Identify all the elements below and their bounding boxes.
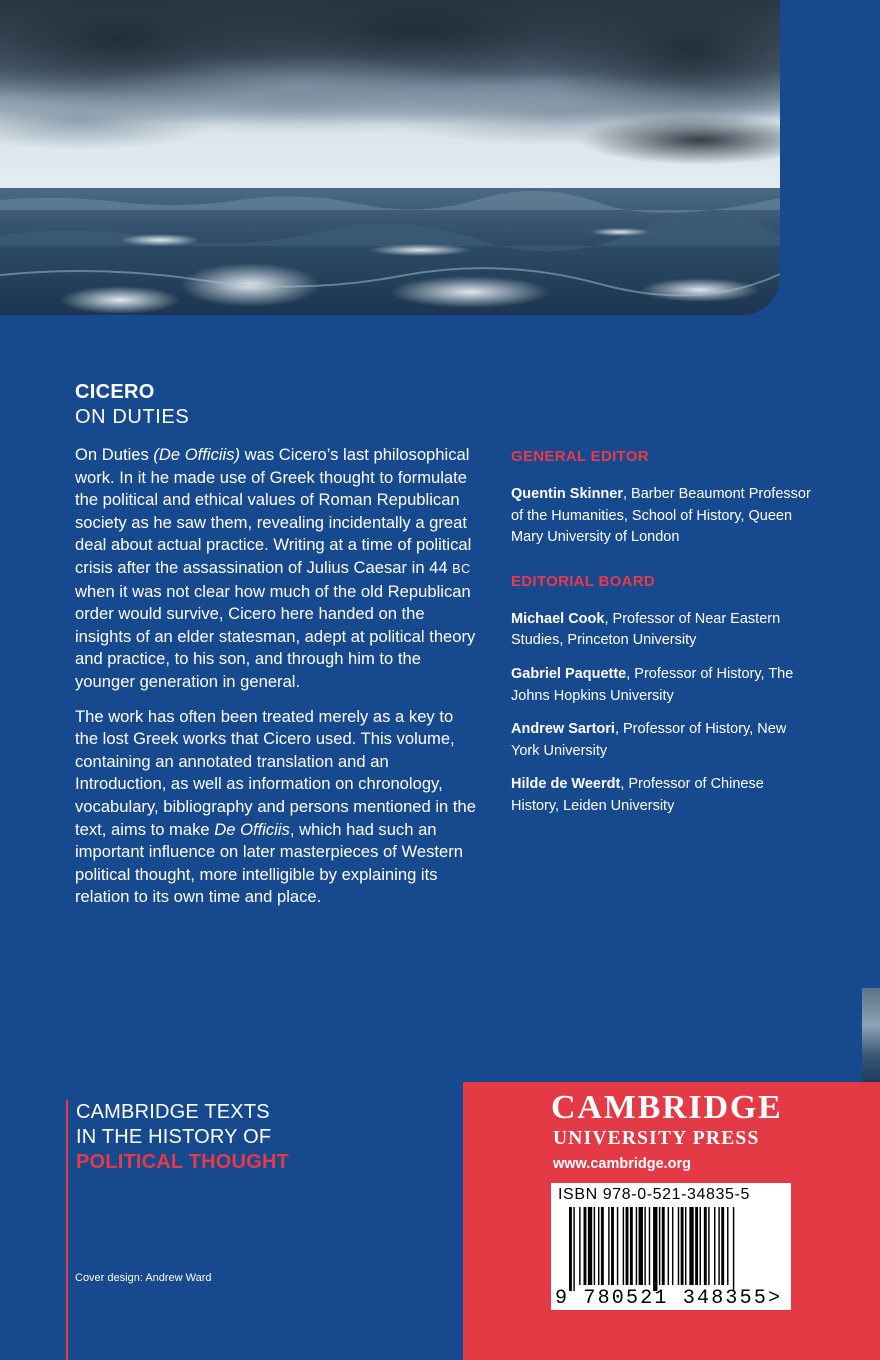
series-line-2: IN THE HISTORY OF bbox=[76, 1126, 272, 1148]
author-name: CICERO bbox=[75, 381, 155, 403]
barcode-bar bbox=[685, 1207, 686, 1285]
barcode-bar bbox=[573, 1207, 574, 1291]
series-line-3: POLITICAL THOUGHT bbox=[76, 1151, 290, 1173]
barcode-bar bbox=[608, 1207, 609, 1285]
barcode-bar bbox=[662, 1207, 665, 1285]
barcode-bar bbox=[611, 1207, 614, 1285]
barcode-bar bbox=[678, 1207, 679, 1285]
isbn-barcode bbox=[551, 1183, 791, 1310]
barcode-bar bbox=[630, 1207, 633, 1285]
barcode-bar bbox=[579, 1207, 580, 1285]
editorial-board-heading: EDITORIAL BOARD bbox=[511, 572, 655, 590]
general-editor-entry: Quentin Skinner, Barber Beaumont Professor of the Humanities, School of History, Queen Mary University of London bbox=[511, 486, 811, 546]
barcode-bar bbox=[727, 1207, 728, 1285]
editors-column bbox=[511, 446, 811, 830]
barcode-bar bbox=[636, 1207, 637, 1285]
barcode-bar bbox=[672, 1207, 673, 1285]
general-editor-heading: GENERAL EDITOR bbox=[511, 448, 649, 465]
board-member: Andrew Sartori, Professor of History, New York University bbox=[511, 721, 787, 759]
barcode-bar bbox=[668, 1207, 669, 1285]
barcode-bar bbox=[601, 1207, 604, 1285]
barcode-bar bbox=[584, 1207, 587, 1285]
barcode-bar bbox=[588, 1207, 592, 1285]
publisher-subtitle: UNIVERSITY PRESS bbox=[553, 1128, 760, 1149]
board-member: Hilde de Weerdt, Professor of Chinese History, Leiden University bbox=[511, 776, 764, 814]
barcode-bar bbox=[598, 1207, 599, 1285]
barcode-bar bbox=[708, 1207, 709, 1285]
board-member: Gabriel Paquette, Professor of History, The Johns Hopkins University bbox=[511, 665, 794, 704]
barcode-bar bbox=[649, 1207, 650, 1285]
publisher-url: www.cambridge.org bbox=[553, 1156, 692, 1172]
barcode-bar bbox=[639, 1207, 643, 1285]
book-title: ON DUTIES bbox=[75, 406, 190, 428]
barcode-bar bbox=[623, 1207, 624, 1285]
cover-design-credit: Cover design: Andrew Ward bbox=[75, 1272, 212, 1284]
barcode-bar bbox=[733, 1207, 734, 1291]
photo-edge-strip bbox=[862, 988, 880, 1082]
barcode-bar bbox=[721, 1207, 724, 1285]
stormy-sea-photo bbox=[0, 0, 780, 315]
barcode-bar bbox=[626, 1207, 629, 1285]
title-block bbox=[75, 380, 189, 430]
barcode-bar bbox=[714, 1207, 715, 1285]
barcode-bar bbox=[653, 1207, 657, 1291]
barcode-bar bbox=[695, 1207, 698, 1285]
barcode-bar bbox=[704, 1207, 707, 1285]
barcode-digits: 9 780521 348355> bbox=[555, 1287, 783, 1310]
description-paragraph-2: The work has often been treated merely as a key to the lost Greek works that Cicero used. This volume, containing an annotated translation and an Introduction, as well as information on chronology, vocabulary, bibliography and persons mentioned in the text, aims to make De Officiis, which had such an important influence on later masterpieces of Western political thought, more intelligible by explaining its relation to its own time and place. bbox=[75, 706, 476, 907]
barcode-bar bbox=[700, 1207, 701, 1285]
isbn-label: ISBN 978-0-521-34835-5 bbox=[558, 1186, 750, 1203]
publisher-name: CAMBRIDGE bbox=[551, 1089, 783, 1126]
barcode-bar bbox=[718, 1207, 719, 1285]
barcode-bar bbox=[659, 1207, 660, 1285]
barcode-bar bbox=[644, 1207, 645, 1285]
barcode-bar bbox=[569, 1207, 572, 1291]
series-title bbox=[66, 1100, 289, 1360]
description-paragraph-1: On Duties (De Officiis) was Cicero’s last philosophical work. In it he made use of Greek thought to formulate the political and ethical values of Roman Republican society as he saw them, revealing incidentally a great deal about actual practice. Writing at a time of political crisis after the assassination of Julius Caesar in 44 BC when it was not clear how much of the old Republican order would survive, Cicero here handed on the insights of an elder statesman, adept at political theory and practice, to his son, and through him to the younger generation in general. bbox=[75, 445, 476, 691]
barcode-bar bbox=[689, 1207, 693, 1285]
barcode-bar bbox=[617, 1207, 618, 1285]
board-member: Michael Cook, Professor of Near Eastern Studies, Princeton University bbox=[511, 610, 781, 649]
series-line-1: CAMBRIDGE TEXTS bbox=[76, 1101, 270, 1123]
barcode-bar bbox=[594, 1207, 595, 1285]
book-description bbox=[75, 444, 477, 921]
sea-illustration bbox=[0, 0, 780, 315]
barcode-bar bbox=[681, 1207, 684, 1285]
